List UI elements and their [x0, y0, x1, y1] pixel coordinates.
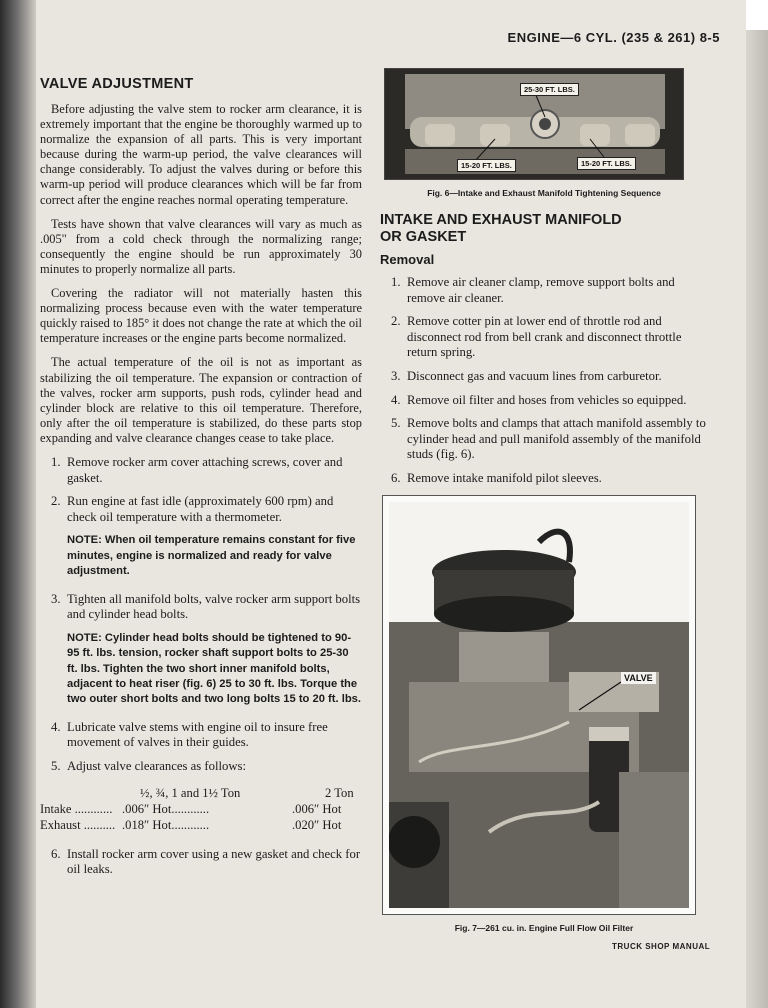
- running-head: ENGINE—6 CYL. (235 & 261) 8-5: [507, 30, 720, 45]
- figure-7-oil-filter-photo: [382, 495, 696, 915]
- step-item: 3. Tighten all manifold bolts, valve rocker arm support bolts and cylinder head bolts.: [51, 591, 361, 622]
- paragraph: Before adjusting the valve stem to rocker arm clearance, it is extremely important that the engine be thoroughly warmed up to normalize the expansion of all parts. This is very important because during the warm-up period, the valve clearances will change considerably. To adjust the valves during or before this warm-up period will produce clearances which will be far from correct after the engine reaches normal operating temperature.: [40, 102, 362, 207]
- section-title-manifold: INTAKE AND EXHAUST MANIFOLD OR GASKET: [380, 212, 622, 245]
- paragraph: Tests have shown that valve clearances will vary as much as .005" from a cold check through the normalizing range; consequently the engine should be run approximately 30 minutes to properly normalize all parts.: [40, 216, 362, 276]
- page-edge-top: [746, 0, 768, 30]
- figure-6-manifold-photo: [384, 68, 684, 180]
- page-footer: TRUCK SHOP MANUAL: [612, 942, 711, 951]
- step-item: 2. Run engine at fast idle (approximately 600 rpm) and check oil temperature with a thermometer.: [51, 494, 334, 524]
- engine-oil-filter-illustration: [389, 502, 689, 908]
- figure-6-caption: Fig. 6—Intake and Exhaust Manifold Tightening Sequence: [427, 188, 661, 198]
- step-item: 6. Install rocker arm cover using a new gasket and check for oil leaks.: [51, 846, 361, 877]
- step-item: 4. Lubricate valve stems with engine oil to insure free movement of valves in their guides.: [51, 719, 328, 750]
- valve-clearance-table: [40, 785, 362, 833]
- book-spine-shadow: [0, 0, 36, 1008]
- table-row: Intake ............ .006″ Hot............ .006″ Hot: [40, 801, 342, 816]
- step-item: 1. Remove rocker arm cover attaching screws, cover and gasket.: [51, 454, 343, 485]
- left-column: [40, 76, 362, 886]
- paragraph: Covering the radiator will not materially hasten this normalizing process because even with the water temperature quickly raised to 185° it does not change the rate at which the oil temperature increases or the engine parts become normalized.: [40, 286, 362, 346]
- table-header: ½, ¾, 1 and 1½ Ton: [140, 785, 241, 800]
- photo-frame: [389, 502, 689, 908]
- step-item: 4. Remove oil filter and hoses from vehicles so equipped.: [391, 392, 687, 407]
- note-oil-temperature: NOTE: When oil temperature remains constant for five minutes, engine is normalized and ready for valve adjustment.: [67, 534, 356, 578]
- paragraph: The actual temperature of the oil is not as important as stabilizing the oil temperature. The expansion or contraction of the valves, rocker arm supports, push rods, cylinder head and cylinder block are relative to this oil temperature. Therefore, only after the oil temperature is stabilized, do these parts stop expanding and valve clearance changes cease to take place.: [40, 355, 362, 445]
- step-item: 5. Adjust valve clearances as follows:: [51, 758, 246, 773]
- manifold-removal-steps: [380, 275, 708, 487]
- valve-adjustment-steps-cont2: [40, 720, 362, 775]
- torque-label: 25-30 FT. LBS.: [520, 83, 579, 96]
- torque-label: 15-20 FT. LBS.: [577, 157, 636, 170]
- step-item: 2. Remove cotter pin at lower end of throttle rod and disconnect rod from bell crank and disconnect throttle return spring.: [391, 314, 682, 360]
- torque-label: 15-20 FT. LBS.: [457, 159, 516, 172]
- figure-7-caption: Fig. 7—261 cu. in. Engine Full Flow Oil Filter: [454, 922, 634, 933]
- step-item: 5. Remove bolts and clamps that attach manifold assembly to cylinder head and pull manifold assembly of the manifold studs (fig. 6).: [391, 416, 706, 462]
- step-item: 3. Disconnect gas and vacuum lines from carburetor.: [391, 368, 662, 383]
- section-title-valve-adjustment: VALVE ADJUSTMENT: [40, 76, 194, 92]
- subsection-title-removal: Removal: [380, 252, 435, 267]
- step-item: 1. Remove air cleaner clamp, remove support bolts and remove air cleaner.: [391, 275, 675, 305]
- note-torque-specs: NOTE: Cylinder head bolts should be tightened to 90-95 ft. lbs. tension, rocker shaft support bolts to 25-30 ft. lbs. Tighten the two short inner manifold bolts, adjacent to heat riser (fig. 6) 25 to 30 ft. lbs. Torque the two outer short bolts and two long bolts 15 to 20 ft. lbs.: [67, 631, 361, 706]
- valve-adjustment-steps-cont: [40, 592, 362, 623]
- valve-callout: VALVE: [621, 672, 656, 684]
- page-edge: [746, 0, 768, 1008]
- right-column: [380, 68, 708, 933]
- table-header: 2 Ton: [325, 785, 354, 800]
- table-row: Exhaust .......... .018″ Hot............ .020″ Hot: [40, 817, 342, 832]
- step-item: 6. Remove intake manifold pilot sleeves.: [391, 470, 602, 485]
- valve-adjustment-steps-cont3: [40, 847, 362, 878]
- valve-adjustment-steps: [40, 455, 362, 525]
